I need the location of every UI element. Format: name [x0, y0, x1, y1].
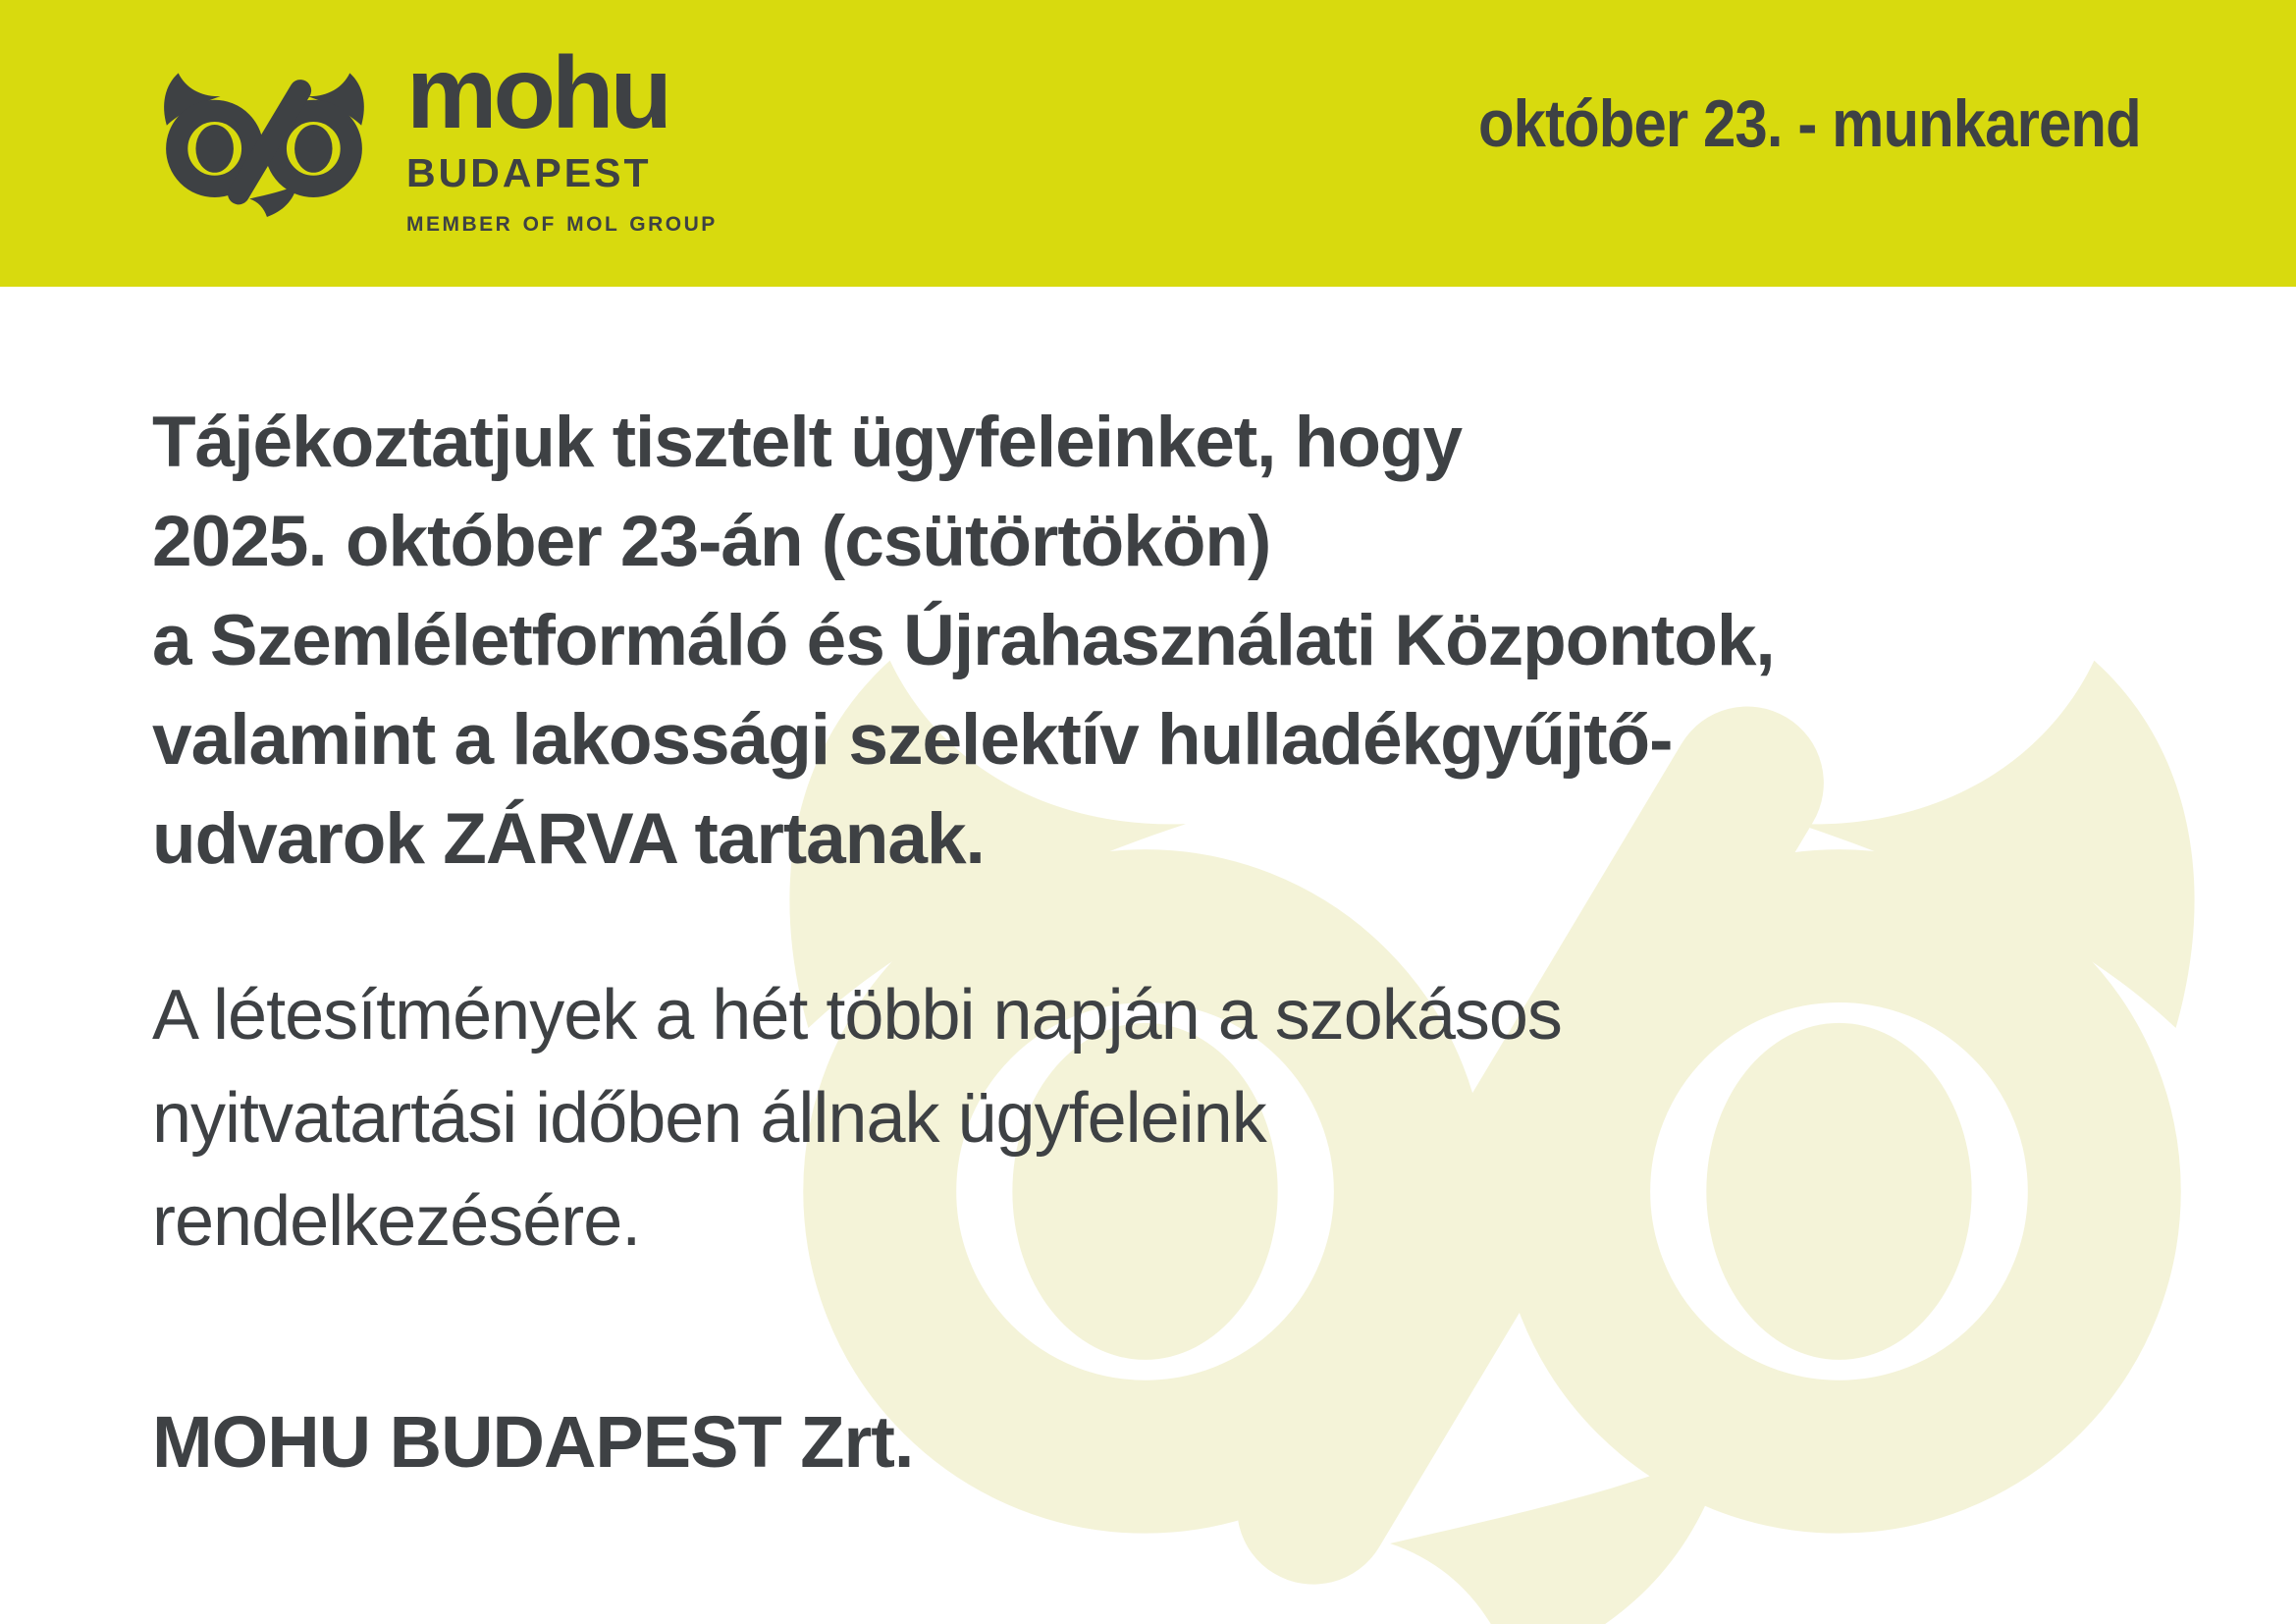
- notice-line: a Szemléletformáló és Újrahasználati Központok,: [152, 601, 1775, 680]
- notice-line: rendelkezésére.: [152, 1182, 641, 1261]
- notice-line: nyitvatartási időben állnak ügyfeleink: [152, 1079, 1266, 1158]
- brand-sub-brand: BUDAPEST: [406, 149, 652, 195]
- notice-line: udvarok ZÁRVA tartanak.: [152, 799, 985, 879]
- notice-line: Tájékoztatjuk tisztelt ügyfeleinket, hogy: [152, 403, 1463, 482]
- header-title: október 23. - munkarend: [1478, 86, 2141, 161]
- notice-line: A létesítmények a hét többi napján a szokásos: [152, 976, 1562, 1055]
- mohu-logo: [155, 36, 718, 237]
- brand-tagline: MEMBER OF MOL GROUP: [406, 212, 718, 236]
- header-band: [0, 0, 2296, 287]
- notice-paragraph-bold: [152, 393, 1775, 889]
- brand-text: [406, 36, 718, 237]
- brand-name: mohu: [406, 36, 669, 150]
- announcement-body: [0, 287, 2296, 1624]
- notice-paragraph-regular: [152, 964, 1562, 1273]
- mohu-owl-icon: [155, 63, 373, 217]
- notice-line: 2025. október 23-án (csütörtökön): [152, 502, 1271, 581]
- signature: MOHU BUDAPEST Zrt.: [152, 1401, 914, 1483]
- notice-line: valamint a lakossági szelektív hulladékgyűjtő-: [152, 700, 1673, 780]
